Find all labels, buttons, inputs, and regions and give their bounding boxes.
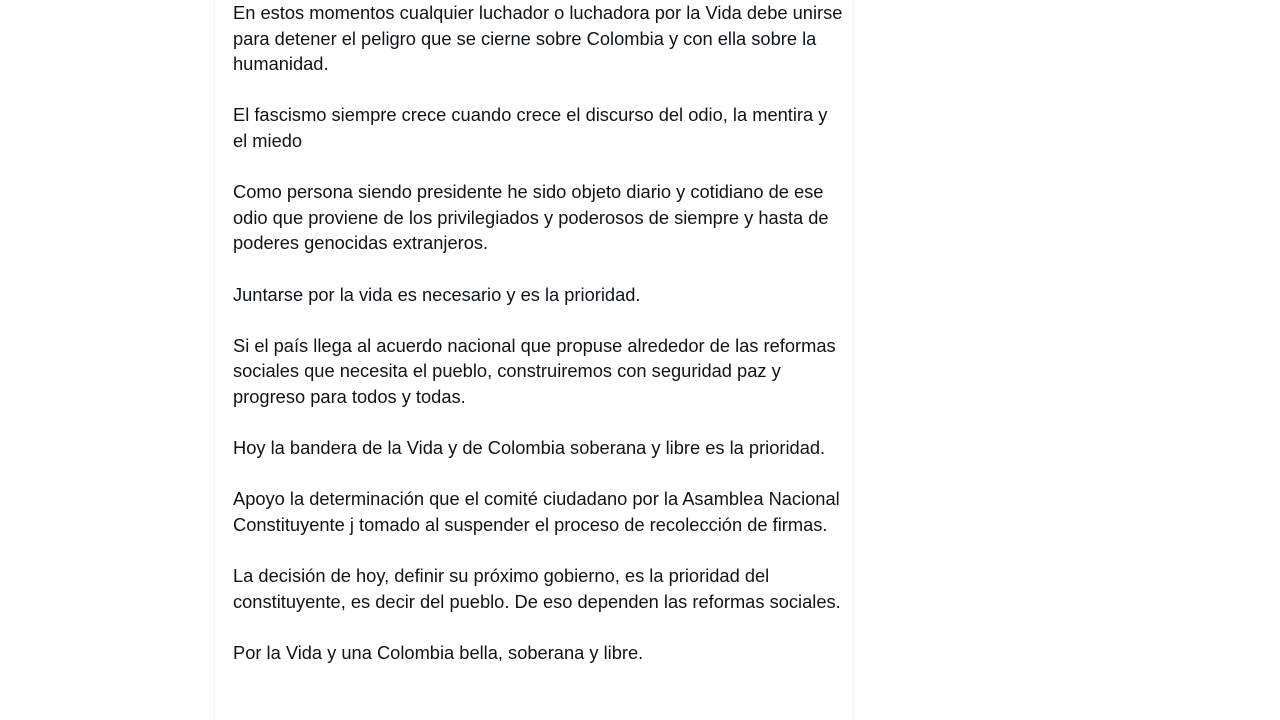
timeline-column bbox=[214, 0, 853, 720]
post-paragraph: Por la Vida y una Colombia bella, soberana y libre. bbox=[233, 641, 644, 663]
post-paragraph: En estos momentos cualquier luchador o luchadora por la Vida debe unirse para detener el peligro que se cierne sobre Colombia y con ella sobre la humanidad. bbox=[233, 2, 843, 75]
post-paragraph: Apoyo la determinación que el comité ciudadano por la Asamblea Nacional Constituyente j tomado al suspender el proceso de recolección de firmas. bbox=[233, 488, 840, 535]
post-paragraph: Como persona siendo presidente he sido objeto diario y cotidiano de ese odio que proviene de los privilegiados y poderosos de siempre y hasta de poderes genocidas extranjeros. bbox=[233, 181, 829, 254]
post-paragraph: El fascismo siempre crece cuando crece el discurso del odio, la mentira y el miedo bbox=[233, 104, 828, 151]
post-text bbox=[233, 0, 843, 691]
post-paragraph: Juntarse por la vida es necesario y es la prioridad. bbox=[233, 283, 641, 305]
post-paragraph: Si el país llega al acuerdo nacional que propuse alrededor de las reformas sociales que necesita el pueblo, construiremos con seguridad paz y progreso para todos y todas. bbox=[233, 334, 836, 407]
post-paragraph: La decisión de hoy, definir su próximo gobierno, es la prioridad del constituyente, es decir del pueblo. De eso dependen las reformas sociales. bbox=[233, 565, 841, 612]
post-paragraph: Hoy la bandera de la Vida y de Colombia soberana y libre es la prioridad. bbox=[233, 437, 826, 459]
